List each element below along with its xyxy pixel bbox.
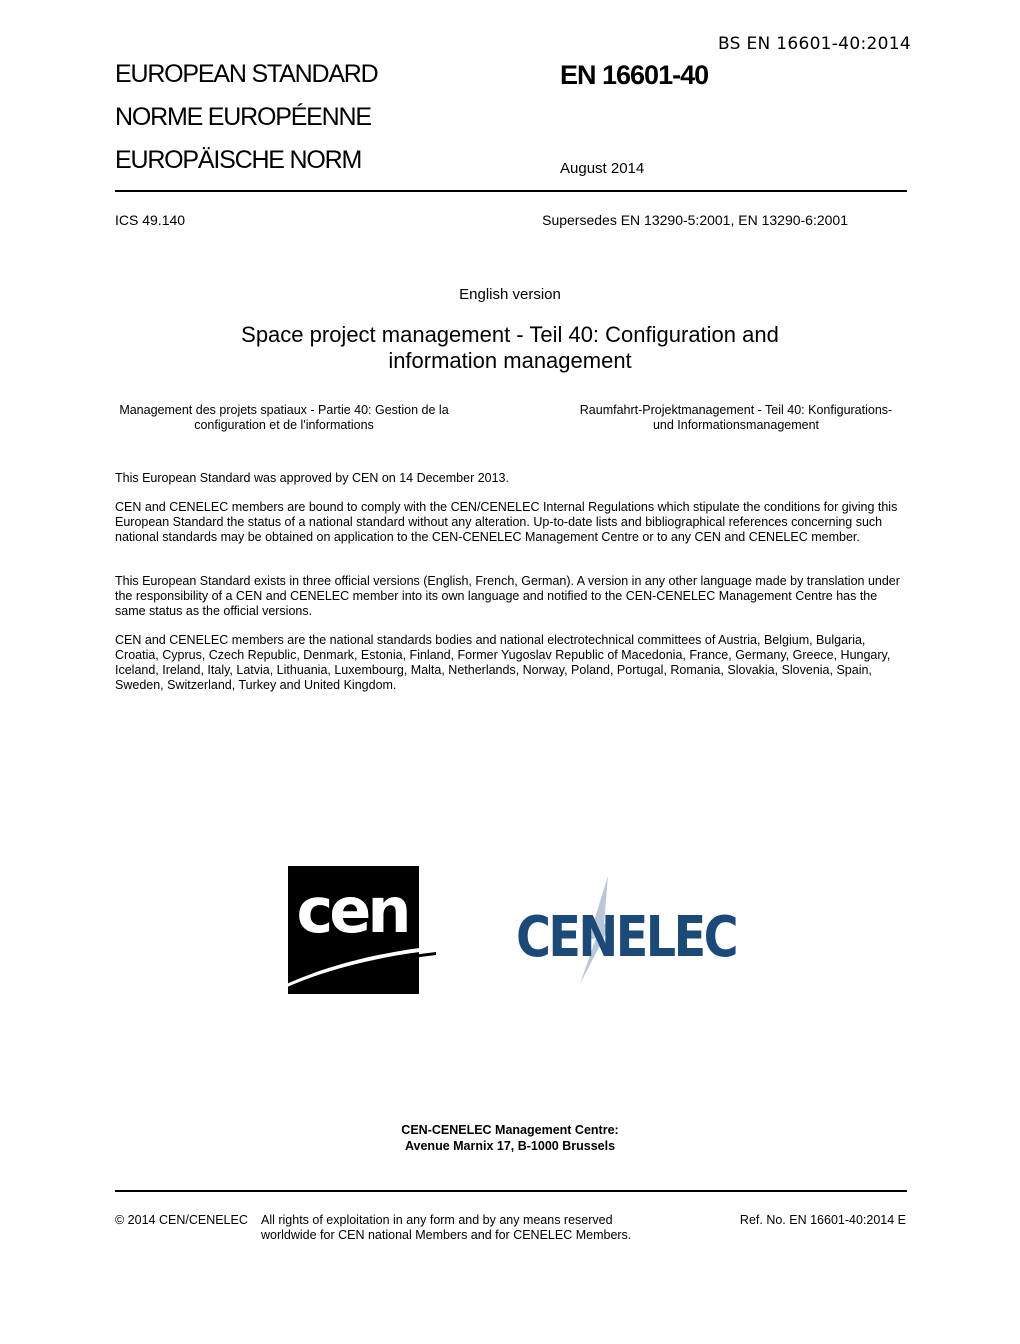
standard-number: EN 16601-40 [560,60,709,90]
members-paragraph: CEN and CENELEC members are the national standards bodies and national electrotechnical committees of Austria, Belgium, Bulgaria, Croatia, Cyprus, Czech Republic, Denmark, Estonia, Finland, Former Yugoslav Republic of Macedonia, France, Germany, Greece, Hungary, Iceland, Ireland, Italy, Latvia, Lithuania, Luxembourg, Malta, Netherlands, Norway, Poland, Portugal, Romania, Slovakia, Slovenia, Spain, Sweden, Switzerland, Turkey and United Kingdom. [115,633,891,692]
german-title [566,403,906,433]
header-divider [115,190,907,192]
document-title [200,322,820,374]
footer-divider [115,1190,907,1192]
supersedes-note: Supersedes EN 13290-5:2001, EN 13290-6:2001 [542,212,848,228]
copyright-notice: © 2014 CEN/CENELEC [115,1213,248,1227]
french-title-line: configuration et de l'informations [194,418,374,432]
french-title-line: Management des projets spatiaux - Partie 40: Gestion de la [119,403,449,417]
german-title-line: Raumfahrt-Projektmanagement - Teil 40: Konfigurations- [579,403,893,417]
cenelec-logo-text: CENELEC [516,905,736,970]
ics-code: ICS 49.140 [115,212,186,228]
management-centre-name: CEN-CENELEC Management Centre: [401,1123,619,1137]
title-european-standard: EUROPEAN STANDARD [115,60,378,88]
cenelec-logo [514,876,740,988]
reference-number: Ref. No. EN 16601-40:2014 E [739,1213,906,1227]
publication-date: August 2014 [560,160,645,177]
versions-paragraph: This European Standard exists in three official versions (English, French, German). A version in any other language made by translation under the responsibility of a CEN and CENELEC member into its own language and notified to the CEN-CENELEC Management Centre has the same status as the official versions. [115,574,900,618]
german-title-line: und Informationsmanagement [652,418,820,432]
title-norme-europeenne: NORME EUROPÉENNE [115,103,371,131]
language-version: English version [459,286,561,303]
compliance-paragraph: CEN and CENELEC members are bound to comply with the CEN/CENELEC Internal Regulations which stipulate the conditions for giving this European Standard the status of a national standard without any alteration. Up-to-date lists and bibliographical references concerning such national standards may be obtained on application to the CEN-CENELEC Management Centre or to any CEN and CENELEC member. [115,500,898,544]
bs-document-id: BS EN 16601-40:2014 [718,34,911,54]
title-europaische-norm: EUROPÄISCHE NORM [115,146,362,174]
approval-paragraph: This European Standard was approved by CEN on 14 December 2013. [115,471,509,485]
cen-logo-text: cen [296,874,408,947]
french-title [110,403,458,433]
document-title-line: Space project management - Teil 40: Configuration and [241,322,779,347]
cen-logo [270,866,436,996]
document-title-line: information management [388,348,632,373]
management-centre-address [0,1122,1020,1154]
management-centre-street: Avenue Marnix 17, B-1000 Brussels [404,1139,616,1153]
rights-statement: All rights of exploitation in any form and by any means reserved worldwide for CEN national Members and for CENELEC Members. [261,1213,632,1242]
